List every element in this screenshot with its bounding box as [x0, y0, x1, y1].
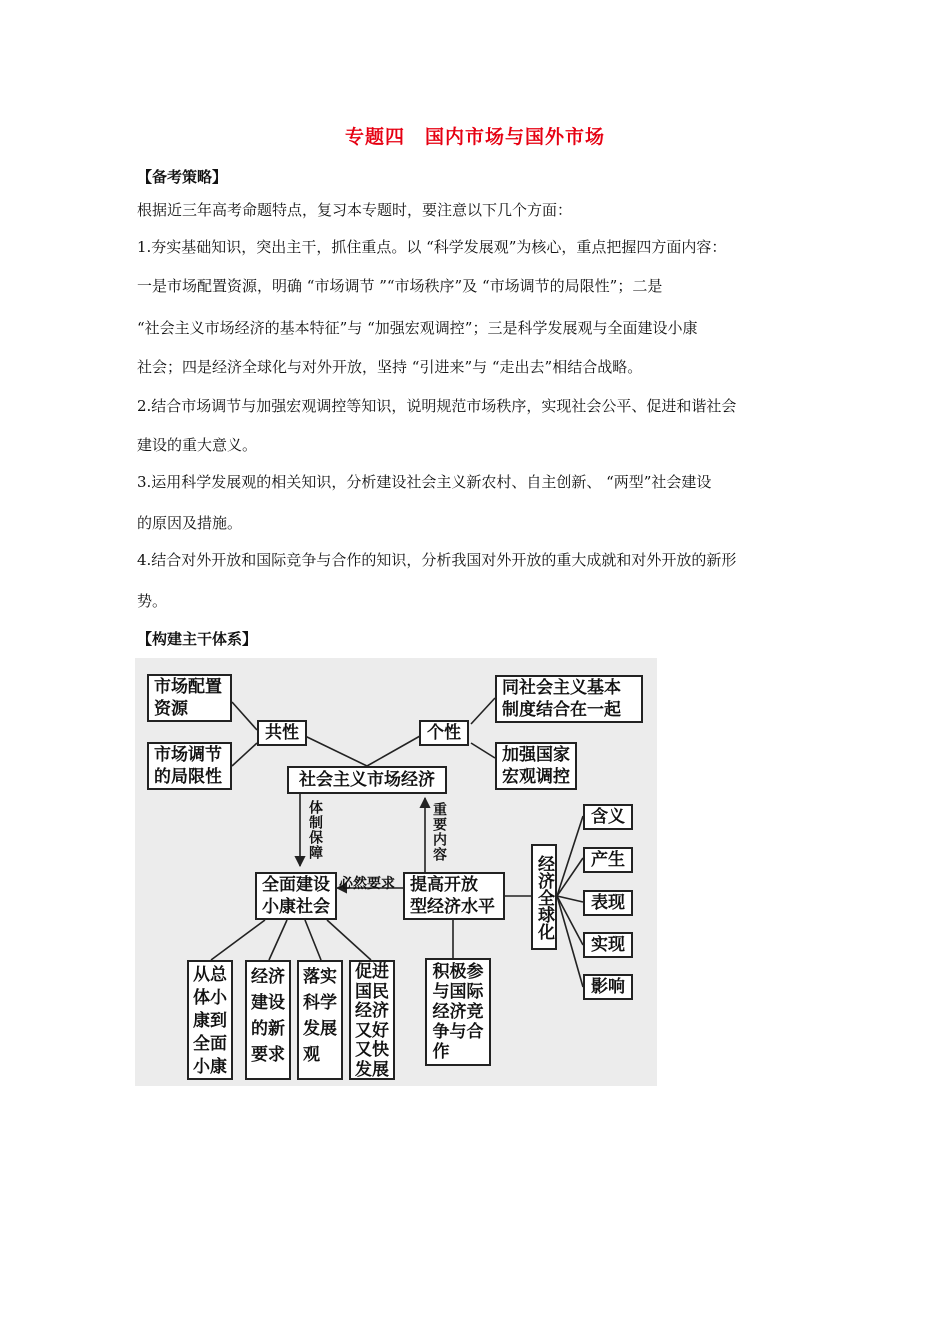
strategy-line: 4.结合对外开放和国际竞争与合作的知识，分析我国对外开放的重大成就和对外开放的新形 [137, 551, 737, 569]
strategy-line: 势。 [137, 592, 168, 610]
box-good-fast-development: 促进 国民 经济 又好 又快 发展 [349, 960, 395, 1080]
strategy-intro: 根据近三年高考命题特点，复习本专题时，要注意以下几个方面： [137, 201, 573, 219]
strategy-line: 社会；四是经济全球化与对外开放，坚持 “引进来”与 “走出去”相结合战略。 [137, 358, 643, 376]
box-market-limit: 市场调节 的局限性 [147, 742, 232, 790]
strategy-line: 建设的重大意义。 [137, 436, 258, 454]
box-open-economy: 提高开放 型经济水平 [403, 872, 505, 920]
concept-diagram [135, 658, 657, 1086]
box-new-requirements: 经济 建设 的新 要求 [245, 960, 291, 1080]
box-xiaokang-society: 全面建设 小康社会 [255, 872, 337, 920]
box-socialist-market-economy: 社会主义市场经济 [287, 766, 447, 794]
box-xiaokang-overall-to-comprehensive: 从总 体小 康到 全面 小康 [187, 960, 233, 1080]
label-important-content: 重要内容 [431, 802, 447, 862]
strategy-line: 3.运用科学发展观的相关知识，分析建设社会主义新农村、自主创新、 “两型”社会建设 [137, 473, 712, 491]
box-economic-globalization: 经济全球化 [531, 844, 557, 950]
glob-item-impact: 影响 [583, 974, 633, 1000]
strategy-line: 一是市场配置资源，明确 “市场调节 ”“市场秩序”及 “市场调节的局限性”；二是 [137, 277, 663, 295]
glob-item-origin: 产生 [583, 847, 633, 873]
label-institutional-guarantee: 体制保障 [307, 800, 323, 860]
strategy-line: 1.夯实基础知识，突出主干，抓住重点。以 “科学发展观”为核心，重点把握四方面内容： [137, 238, 727, 256]
system-heading: 【构建主干体系】 [137, 630, 258, 648]
glob-item-meaning: 含义 [583, 804, 633, 830]
strategy-line: 的原因及措施。 [137, 514, 243, 532]
box-common: 共性 [257, 720, 307, 746]
strategy-line: “社会主义市场经济的基本特征”与 “加强宏观调控”；三是科学发展观与全面建设小康 [137, 319, 698, 337]
strategy-line: 2.结合市场调节与加强宏观调控等知识，说明规范市场秩序，实现社会公平、促进和谐社会 [137, 397, 737, 415]
box-scientific-outlook: 落实 科学 发展 观 [297, 960, 343, 1080]
page-title: 专题四 国内市场与国外市场 [344, 126, 605, 148]
glob-item-manifestation: 表现 [583, 890, 633, 916]
box-combine-basic-system: 同社会主义基本 制度结合在一起 [495, 675, 643, 723]
box-international-cooperation: 积极参 与国际 经济竞 争与合 作 [425, 958, 491, 1066]
glob-item-realization: 实现 [583, 932, 633, 958]
label-inevitable-requirement: 必然要求 [339, 876, 395, 892]
box-macro-control: 加强国家 宏观调控 [495, 742, 577, 790]
box-individual: 个性 [419, 720, 469, 746]
strategy-heading: 【备考策略】 [137, 168, 228, 186]
box-market-allocation: 市场配置 资源 [147, 674, 232, 722]
